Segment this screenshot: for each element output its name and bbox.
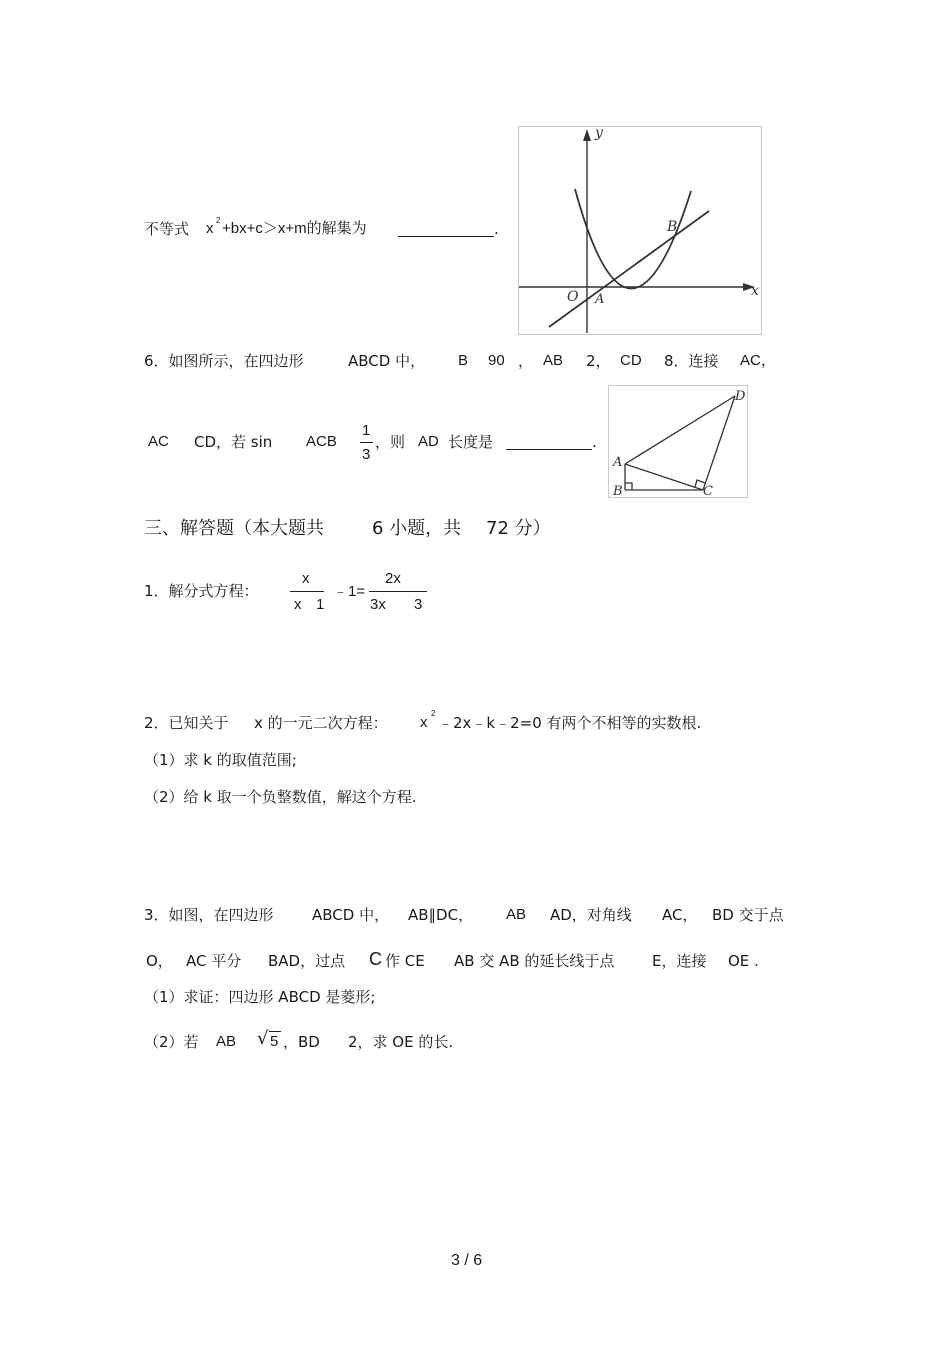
p3-l2-d: C [369,949,382,969]
q6-2: 2， [586,352,611,370]
q5-prefix: 不等式 [144,220,190,238]
page-number: 3 / 6 [451,1252,483,1269]
p3-l1-b: ABCD 中， [312,906,390,924]
p3-l3: （1）求证：四边形 ABCD 是菱形; [144,988,376,1006]
y-axis-arrow [583,129,591,141]
p1-frac1-bar [290,591,324,592]
right-angle-b [625,483,632,490]
q5-period: . [494,220,499,238]
q5-inequality: +bx+c＞x+m的解集为 [222,220,367,237]
section-heading-1: 三、解答题（本大题共 [144,518,324,539]
q6-ab: AB [543,352,564,369]
q5-superscript: 2 [216,216,221,225]
p3-l2-g: E，连接 [652,952,707,970]
p1-frac2-bar [369,591,427,592]
p3-l4-pre: （2）若 [144,1033,199,1051]
p3-l2-a: O， [146,952,173,970]
q5-x: x [206,220,214,237]
p3-l4-radicand: 5 [270,1033,279,1050]
p3-l2-f: AB 交 AB 的延长线于点 [454,952,615,970]
q6-angle-b: B [458,352,469,369]
quadrilateral-svg [609,386,747,497]
p3-l1-c: AB∥DC， [408,906,474,924]
graph-label-b: B [667,219,678,235]
q6-frac-num: 1 [362,422,371,439]
p3-l1-d: AB [506,906,527,923]
sqrt-bar [269,1031,281,1032]
q6-period: . [592,433,597,451]
q5-answer-blank [398,220,499,238]
p3-l1-a: 3．如图，在四边形 [144,906,274,924]
graph-svg [519,127,761,334]
q6-text-2: ABCD 中， [348,352,426,370]
q6-frac-bar [360,442,373,443]
p3-l4-ab: AB [216,1033,237,1050]
quad-label-b: B [613,484,623,497]
p1-den2-3: 3 [414,596,423,613]
q6-frac-den: 3 [362,446,371,463]
q6-l2-ac: AC [148,433,169,450]
q6-l2-length: 长度是 [448,433,494,451]
straight-line [549,211,709,327]
p2-l1-x: x [420,714,428,731]
q6-l2-then: ，则 [375,433,406,451]
p3-l4-bd: ，BD [283,1033,320,1051]
p3-l1-f: AC， [662,906,698,924]
q6-answer-blank [506,433,597,451]
p3-l2-c: BAD，过点 [268,952,346,970]
parabola-line-graph [518,126,762,335]
graph-label-a: A [595,292,605,307]
p3-l2-e: 作 CE [385,952,425,970]
p1-middle: ﹣1= [333,583,366,600]
p2-l1-a: 2．已知关于 [144,714,229,732]
parabola-curve [575,189,691,289]
quad-label-a: A [613,455,623,470]
p2-superscript: 2 [431,709,436,718]
quad-label-d: D [735,389,746,404]
graph-label-x: x [751,283,759,299]
q6-l2-cd-sin: CD，若 sin [194,433,273,451]
p2-l2: （1）求 k 的取值范围; [144,751,297,769]
quad-label-c: C [703,484,713,497]
p1-num1: x [302,570,310,587]
segment-ad [625,396,735,464]
p3-l2-h: OE . [728,952,759,970]
segment-ac [625,464,703,490]
quadrilateral-figure [608,385,748,498]
p3-l1-e: AD，对角线 [550,906,632,924]
q6-l2-acb: ACB [306,433,337,450]
p1-den1-x: x [294,596,302,613]
segment-cd [703,396,735,490]
p2-l1-c: ﹣2x﹣k﹣2=0 有两个不相等的实数根. [438,714,702,732]
q6-text-1: 6．如图所示，在四边形 [144,352,304,370]
graph-label-y: y [595,127,603,141]
p3-l2-b: AC 平分 [186,952,242,970]
q6-ac: AC， [740,352,776,369]
section-heading-3: 72 分） [486,518,551,539]
p2-l3: （2）给 k 取一个负整数值，解这个方程. [144,788,417,806]
sqrt-icon: √ [257,1028,269,1049]
q6-cd: CD [620,352,642,369]
p3-l1-g: BD 交于点 [712,906,784,924]
q6-90: 90 [488,352,505,369]
section-heading-2: 6 小题，共 [372,518,462,539]
q6-comma: ， [518,352,534,370]
q6-connect: 8．连接 [664,352,719,370]
p1-den1-1: 1 [316,596,325,613]
p1-label: 1．解分式方程： [144,582,259,600]
p3-l4-post: 2，求 OE 的长. [348,1033,454,1051]
p1-num2: 2x [385,570,401,587]
q6-l2-ad: AD [418,433,439,450]
p2-l1-b: x 的一元二次方程： [254,714,388,732]
p1-den2-3x: 3x [370,596,386,613]
graph-label-o: O [567,289,579,305]
